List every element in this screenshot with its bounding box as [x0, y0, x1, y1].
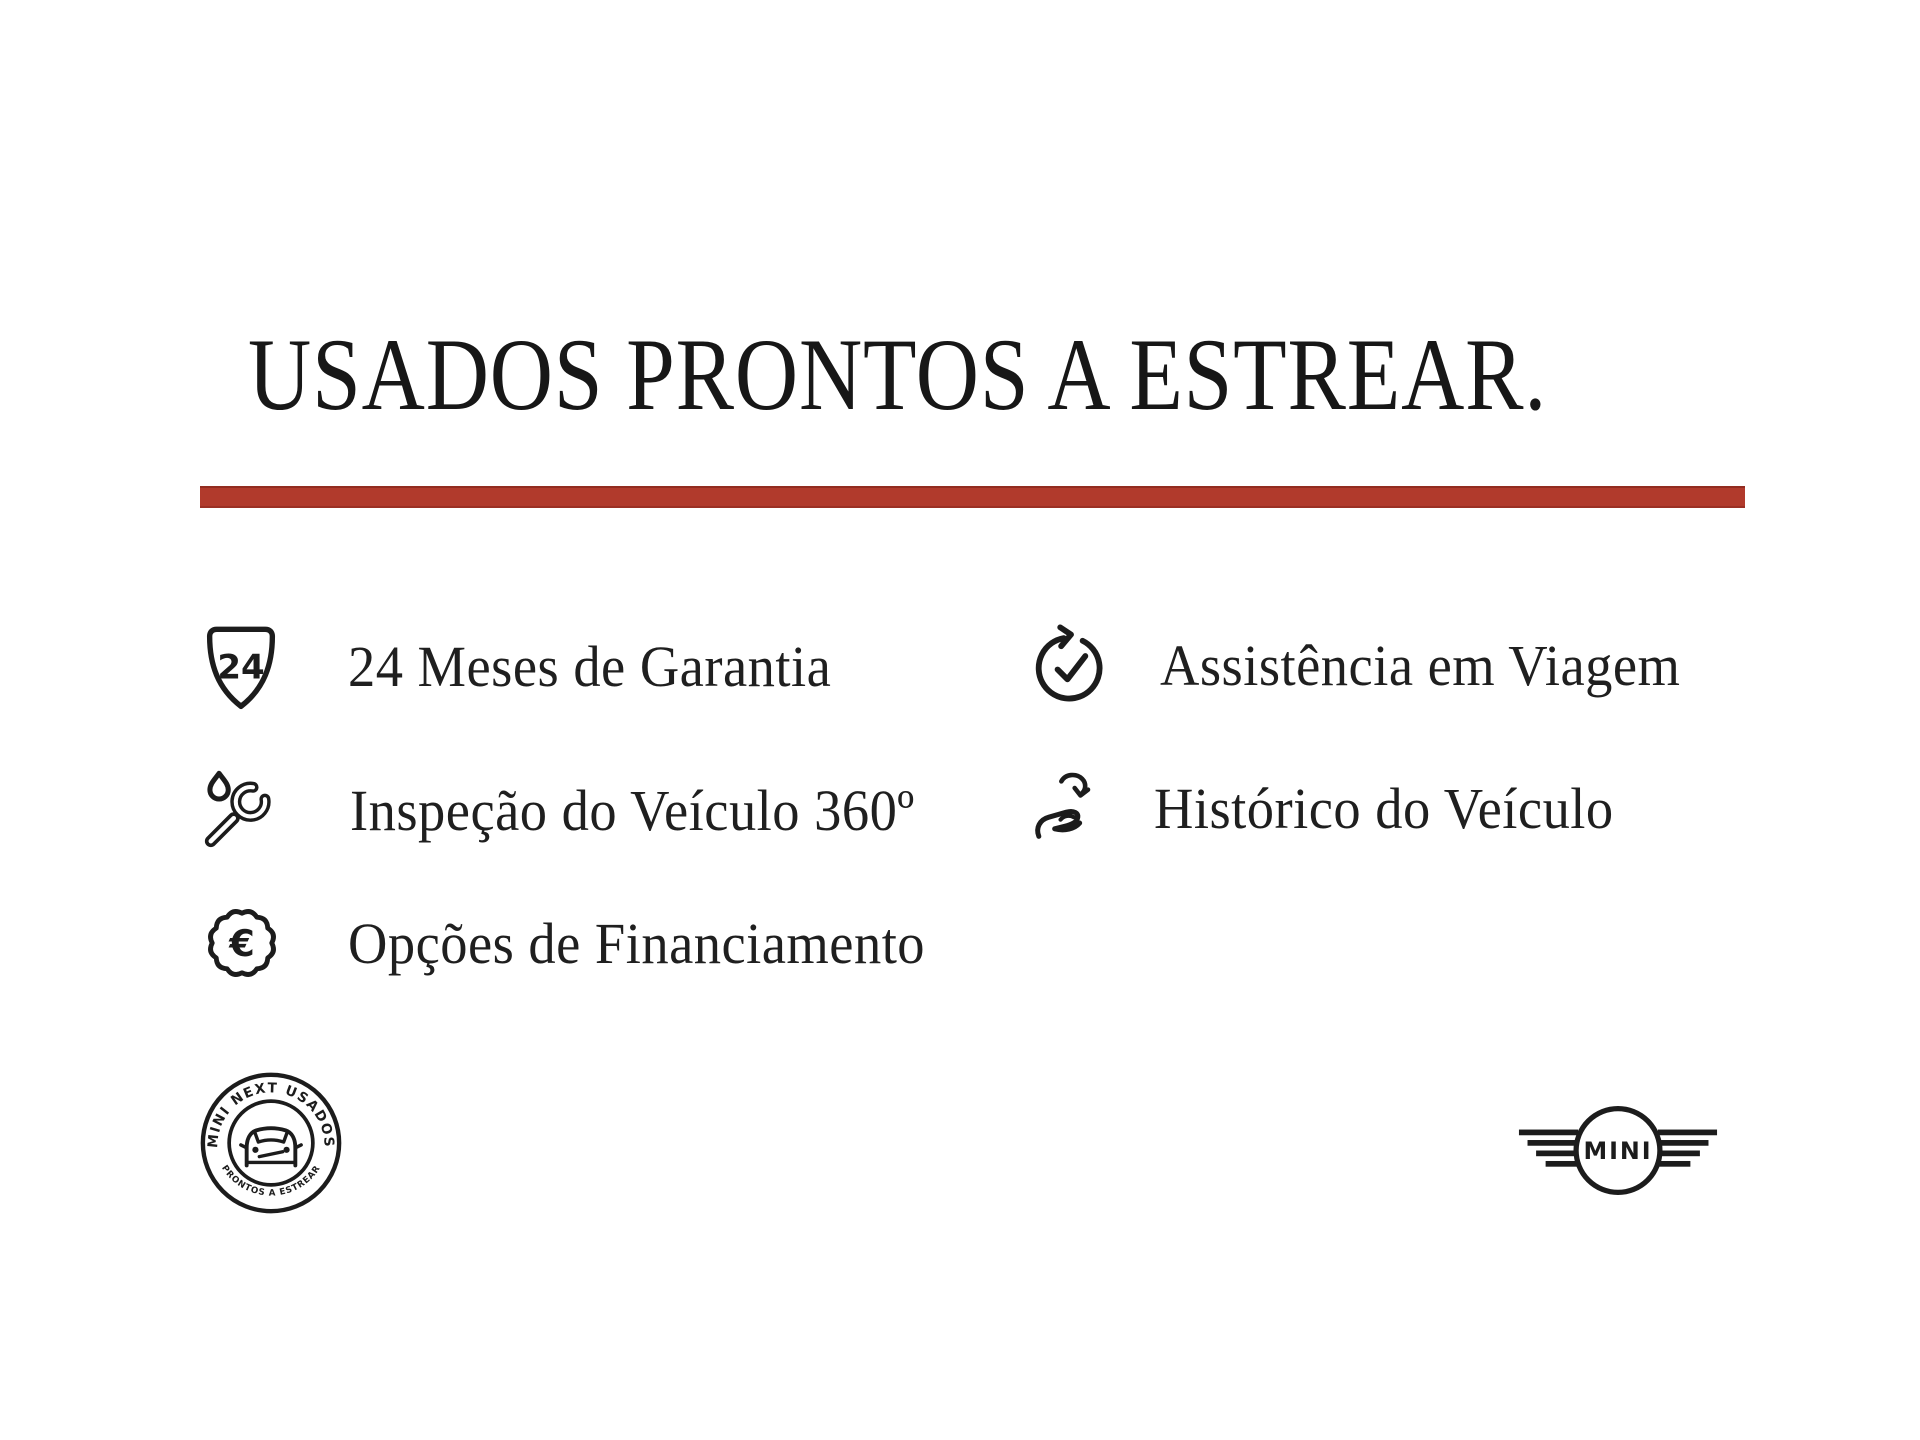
shield-badge-text: 24 — [217, 647, 265, 688]
feature-label: Assistência em Viagem — [1160, 632, 1681, 698]
assistance-clock-icon — [1028, 618, 1114, 712]
euro-symbol: € — [229, 922, 255, 966]
car-front-icon — [241, 1128, 301, 1165]
feature-warranty — [198, 619, 862, 713]
page-title: USADOS PRONTOS A ESTREAR. — [248, 318, 1548, 432]
mini-next-stamp — [198, 1070, 344, 1221]
wing-right — [1658, 1130, 1717, 1167]
wrench-droplet-icon — [198, 766, 286, 854]
wing-left — [1519, 1130, 1578, 1167]
feature-history — [1028, 768, 1643, 848]
euro-coin-icon — [200, 901, 284, 985]
feature-financing — [200, 901, 962, 985]
feature-label: Opções de Financiamento — [348, 910, 926, 976]
feature-label: Histórico do Veículo — [1154, 775, 1614, 841]
stamp-arc-bottom-text: PRONTOS A ESTREAR — [219, 1163, 323, 1199]
feature-label: Inspeção do Veículo 360º — [350, 777, 915, 843]
mini-wings-icon — [1518, 1098, 1718, 1203]
feature-label: 24 Meses de Garantia — [348, 633, 832, 699]
svg-text:PRONTOS A ESTREAR — [219, 1164, 323, 1199]
stamp-arc-top-text: MINI NEXT USADOS — [205, 1080, 337, 1149]
hand-receive-icon — [1028, 768, 1108, 848]
red-divider — [200, 486, 1745, 508]
mini-wordmark: MINI — [1583, 1137, 1653, 1166]
stamp-badge-icon — [198, 1070, 344, 1216]
feature-inspection — [198, 766, 951, 854]
shield-24-icon — [198, 619, 284, 713]
mini-brand-logo — [1518, 1098, 1718, 1208]
feature-assistance — [1028, 618, 1714, 712]
